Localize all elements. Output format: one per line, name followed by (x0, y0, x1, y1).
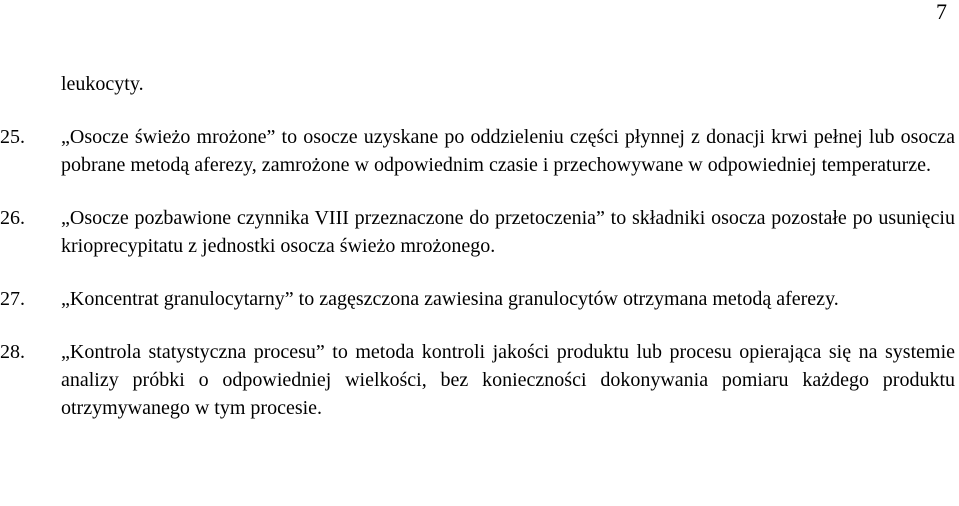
definition-entry-28 (0, 338, 955, 422)
entry-number: 28. (0, 341, 25, 363)
definition-entry-25 (0, 123, 955, 179)
page-number: 7 (936, 0, 947, 24)
entry-number: 27. (0, 288, 25, 310)
entry-number: 26. (0, 207, 25, 229)
entry-text: „Kontrola statystyczna procesu” to metoda kontroli jakości produktu lub procesu opierająca się na systemie analizy próbki o odpowiedniej wielkości, bez konieczności dokonywania pomiaru każdego produktu otrzymywanego w tym procesie. (61, 341, 955, 419)
document-body (0, 70, 955, 422)
entry-number: 25. (0, 126, 25, 148)
entry-text: „Osocze pozbawione czynnika VIII przeznaczone do przetoczenia” to składniki osocza pozostałe po usunięciu krioprecypitatu z jednostki osocza świeżo mrożonego. (61, 207, 955, 257)
continuation-text: leukocyty. (61, 73, 144, 95)
entry-text: „Osocze świeżo mrożone” to osocze uzyskane po oddzieleniu części płynnej z donacji krwi pełnej lub osocza pobrane metodą aferezy, zamrożone w odpowiednim czasie i przechowywane w odpowiedniej temperaturze. (61, 126, 955, 176)
definition-entry-27 (0, 285, 955, 313)
definition-entry-26 (0, 204, 955, 260)
entry-text: „Koncentrat granulocytarny” to zagęszczona zawiesina granulocytów otrzymana metodą aferezy. (61, 288, 839, 310)
